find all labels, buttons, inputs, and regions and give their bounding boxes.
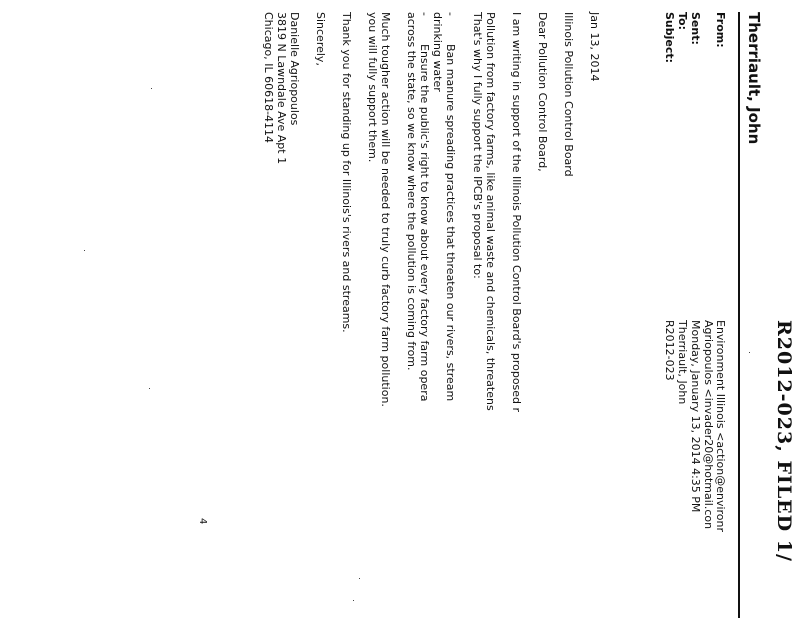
signature-address-2: Chicago, IL 60618-4114 bbox=[262, 12, 275, 144]
subject-value: R2012-023 bbox=[663, 320, 676, 381]
letter-date: Jan 13, 2014 bbox=[588, 12, 601, 82]
paragraph-2-line-1: Much tougher action will be needed to truly curb factory farm pollution. bbox=[379, 12, 392, 407]
to-value: Therriault, John bbox=[676, 320, 689, 405]
letter-salutation: Dear Pollution Control Board, bbox=[536, 12, 549, 172]
scan-speck bbox=[151, 88, 152, 89]
bullet-1-line-2: drinking water bbox=[431, 12, 444, 92]
scan-speck bbox=[84, 250, 85, 251]
filing-stamp: R2012-023, FILED 1/ bbox=[773, 320, 795, 562]
paragraph-1-line-3: That's why I fully support the IPCB's proposal to: bbox=[471, 12, 484, 279]
signature-address-1: 3819 N Lawndale Ave Apt 1 bbox=[275, 12, 288, 165]
header-rule bbox=[738, 12, 740, 618]
thanks-line: Thank you for standing up for Illinois's rivers and streams. bbox=[340, 12, 353, 333]
scan-speck bbox=[149, 388, 150, 389]
scan-speck bbox=[353, 600, 354, 601]
paragraph-1-line-1: I am writing in support of the Illinois Pollution Control Board's proposed r bbox=[510, 12, 523, 413]
bullet-1-dash: - bbox=[444, 12, 457, 16]
bullet-2-dash: - bbox=[418, 12, 431, 16]
letter-recipient: Illinois Pollution Control Board bbox=[562, 12, 575, 177]
scan-speck bbox=[749, 352, 750, 353]
paragraph-2-line-2: you will fully support them. bbox=[366, 12, 379, 163]
from-value: Environment Illinois <action@environr bbox=[714, 320, 727, 533]
paragraph-1-line-2: Pollution from factory farms, like animal waste and chemicals, threatens bbox=[484, 12, 497, 411]
bullet-2-line-2: across the state, so we know where the pollution is coming from. bbox=[405, 12, 418, 371]
page-number: 4 bbox=[197, 518, 208, 525]
closing-line: Sincerely, bbox=[314, 12, 327, 66]
scan-speck bbox=[359, 578, 360, 579]
from-label: From: bbox=[714, 12, 727, 48]
signature-name: Danielle Agriopoulos bbox=[288, 12, 301, 126]
from-value-continued: Agriopoulos <invader20@hotmail.con bbox=[702, 320, 715, 530]
bullet-1-line-1: Ban manure spreading practices that threaten our rivers, stream bbox=[444, 44, 457, 402]
subject-label: Subject: bbox=[663, 12, 676, 64]
to-label: To: bbox=[676, 12, 689, 30]
bullet-2-line-1: Ensure the public's right to know about every factory farm opera bbox=[418, 44, 431, 402]
sent-value: Monday, January 13, 2014 4:35 PM bbox=[689, 320, 702, 513]
sender-name: Therriault, John bbox=[745, 12, 763, 145]
sent-label: Sent: bbox=[689, 12, 702, 45]
